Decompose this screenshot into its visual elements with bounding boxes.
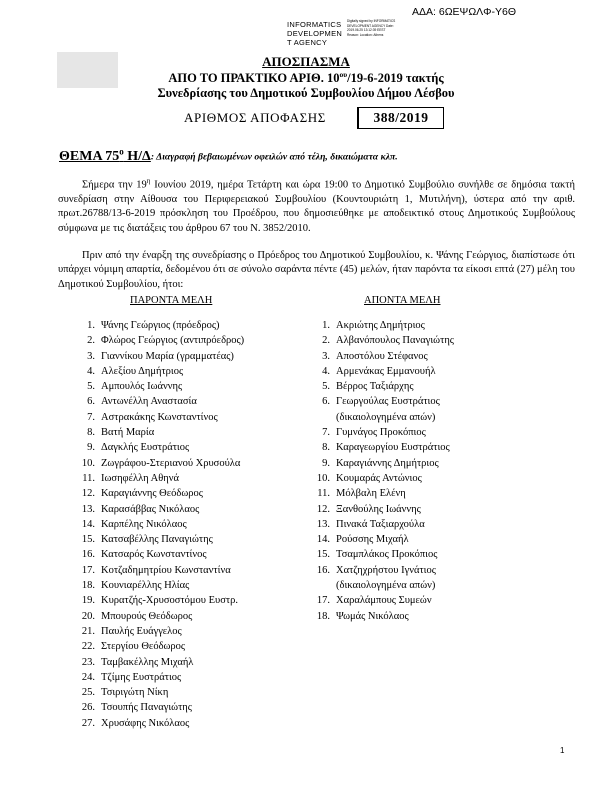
signature-stamp-name: INFORMATICS DEVELOPMEN T AGENCY [287, 20, 343, 47]
member-name: Τσουπής Παναγιώτης [101, 702, 192, 714]
member-item [79, 578, 244, 593]
member-number: 14. [81, 518, 95, 530]
member-name: Γεωργούλας Ευστράτιος [336, 396, 440, 408]
member-item [79, 624, 244, 639]
member-name: Καραγεωργίου Ευστράτιος [336, 442, 450, 454]
member-item [314, 333, 454, 348]
member-item [314, 593, 454, 608]
page-number: 1 [560, 746, 565, 755]
session-description: Συνεδρίασης του Δημοτικού Συμβουλίου Δήμου Λέσβου [157, 86, 455, 100]
member-number: 12. [316, 503, 330, 515]
member-number: 21. [81, 625, 95, 637]
member-name: Αμπουλός Ιωάννης [101, 381, 183, 393]
member-item [314, 349, 454, 364]
member-item [79, 532, 244, 547]
member-number: 10. [316, 472, 330, 484]
member-name: Γυμνάγος Προκόπιος [336, 427, 426, 439]
present-members-heading: ΠΑΡΟΝΤΑ ΜΕΛΗ [130, 295, 213, 306]
member-name: Αστρακάκης Κωνσταντίνος [101, 411, 218, 423]
member-item [79, 318, 244, 333]
member-number: 20. [81, 610, 95, 622]
member-name: Ρούσσης Μιχαήλ [336, 534, 409, 546]
member-item [79, 394, 244, 409]
member-number: 11. [317, 488, 330, 500]
subject-label: ΘΕΜΑ $75^o$ Η/Δ [59, 146, 151, 164]
member-number: 10. [81, 457, 95, 469]
ada-code: ΑΔΑ: 6ΩΕΨΩΛΦ-Υ6Θ [412, 6, 517, 18]
signature-stamp-details: Digitally signed by INFORMATICS DEVELOPMENT AGENCY Date: 2019.06.25 13:12:39 EEST Reason: Location: Athens [347, 19, 396, 37]
member-number: 25. [81, 687, 95, 699]
member-item [79, 685, 244, 700]
member-name: Αλεξίου Δημήτριος [101, 365, 184, 377]
member-name: Κοτζαδημητρίου Κωνσταντίνα [101, 564, 231, 576]
member-name: Βέρρος Ταξιάρχης [336, 381, 414, 393]
member-number: 23. [81, 656, 95, 668]
member-number: 11. [82, 472, 95, 484]
member-item [79, 349, 244, 364]
member-name: Ξανθούλης Ιωάννης [336, 503, 421, 515]
member-number: 22. [81, 641, 95, 653]
member-item [79, 700, 244, 715]
member-name: Ψάνης Γεώργιος (πρόεδρος) [101, 320, 220, 331]
member-number: 4. [322, 365, 330, 377]
member-name: Αντωνέλλη Αναστασία [101, 396, 197, 408]
member-name: Χρυσάφης Νικόλαος [101, 717, 190, 729]
member-note: (δικαιολογημένα απών) [336, 411, 436, 423]
decision-number-label: ΑΡΙΘΜΟΣ ΑΠΟΦΑΣΗΣ [184, 110, 326, 125]
member-name: Βατή Μαρία [101, 427, 155, 439]
document-title: ΑΠΟΣΠΑΣΜΑ [262, 54, 350, 69]
member-name: Καραγιάννης Θεόδωρος [101, 488, 203, 500]
member-item [79, 609, 244, 624]
member-number: 13. [81, 503, 95, 515]
member-item [79, 655, 244, 670]
member-item [79, 502, 244, 517]
member-name: Κατσαρός Κωνσταντίνος [101, 549, 207, 561]
member-item [79, 440, 244, 455]
member-number: 4. [87, 365, 95, 377]
member-number: 9. [87, 442, 95, 454]
member-item [314, 471, 454, 486]
member-item [314, 532, 454, 547]
member-item [314, 440, 454, 455]
member-name: Ταμβακέλλης Μιχαήλ [101, 656, 194, 668]
member-name: Ακριώτης Δημήτριος [336, 320, 425, 331]
member-item [314, 456, 454, 471]
member-number: 1. [87, 320, 95, 331]
member-number: 2. [322, 335, 330, 347]
member-item [79, 333, 244, 348]
member-name: Καρασάββας Νικόλαος [101, 503, 200, 515]
member-item [79, 639, 244, 654]
member-name: Μπουρούς Θεόδωρος [101, 610, 193, 622]
member-name: Τσαμπλάκος Προκόπιος [336, 549, 438, 561]
member-item [79, 471, 244, 486]
member-name: Αρμενάκας Εμμανουήλ [336, 365, 436, 377]
member-item [314, 364, 454, 379]
member-number: 2. [87, 335, 95, 347]
member-item [314, 379, 454, 394]
decision-number-box: 388/2019 [357, 107, 444, 129]
member-number: 5. [322, 381, 330, 393]
subject-line [59, 146, 398, 165]
member-item [79, 547, 244, 562]
member-name: Χαραλάμπους Συμεών [336, 595, 432, 607]
member-item [79, 563, 244, 578]
member-item [314, 547, 454, 562]
member-number: 18. [81, 580, 95, 592]
member-name: Ψωμάς Νικόλαος [336, 610, 409, 622]
member-name: Αποστόλου Στέφανος [336, 350, 428, 362]
member-name: Τζίμης Ευστράτιος [101, 671, 182, 683]
member-name: Γιαννίκου Μαρία (γραμματέας) [101, 350, 234, 362]
member-item [79, 670, 244, 685]
member-number: 5. [87, 381, 95, 393]
absent-members-heading: ΑΠΟΝΤΑ ΜΕΛΗ [364, 295, 441, 306]
member-name: Κουμαράς Αντώνιος [336, 472, 422, 484]
member-name: Φλώρος Γεώργιος (αντιπρόεδρος) [101, 335, 245, 347]
member-number: 15. [316, 549, 330, 561]
member-item [79, 425, 244, 440]
member-number: 17. [81, 564, 95, 576]
member-number: 7. [322, 427, 330, 439]
member-number: 3. [87, 350, 95, 362]
member-item [314, 517, 454, 532]
member-number: 12. [81, 488, 95, 500]
member-item [79, 593, 244, 608]
member-number: 27. [81, 717, 95, 729]
member-item [314, 486, 454, 501]
member-name: Κυρατζής-Χρυσοστόμου Ευστρ. [101, 595, 238, 607]
member-note: (δικαιολογημένα απών) [336, 580, 436, 592]
member-item [79, 410, 244, 425]
member-name: Μόλβαλη Ελένη [336, 488, 406, 500]
member-item [79, 486, 244, 501]
absent-members-list [314, 318, 454, 624]
member-name: Χατζηχρήστου Ιγνάτιος [336, 564, 436, 576]
member-name: Τσιριγώτη Νίκη [101, 687, 169, 699]
member-number: 15. [81, 534, 95, 546]
member-number: 6. [87, 396, 95, 408]
member-item [314, 425, 454, 440]
member-name: Αλβανόπουλος Παναγιώτης [336, 335, 454, 347]
member-name: Παυλής Ευάγγελος [101, 625, 182, 637]
member-name: Κουνιαρέλλης Ηλίας [101, 580, 190, 592]
member-item [314, 502, 454, 517]
member-number: 9. [322, 457, 330, 469]
member-item [79, 517, 244, 532]
member-number: 3. [322, 350, 330, 362]
member-number: 18. [316, 610, 330, 622]
member-item [314, 394, 454, 425]
member-number: 17. [316, 595, 330, 607]
subject-text: : Διαγραφή βεβαιωμένων οφειλών από τέλη, δικαιώματα κλπ. [150, 151, 398, 163]
member-name: Δαγκλής Ευστράτιος [101, 442, 190, 454]
member-name: Ζωγράφου-Στεριανού Χρυσούλα [101, 457, 241, 469]
member-number: 13. [316, 518, 330, 530]
member-name: Πινακά Ταξιαρχούλα [336, 518, 425, 530]
member-number: 16. [81, 549, 95, 561]
member-item [79, 379, 244, 394]
minutes-reference: ΑΠΟ ΤΟ ΠΡΑΚΤΙΚΟ ΑΡΙΘ. $10^{o\upsilon}/19-6-2019$ τακτής [168, 70, 444, 86]
member-name: Ιωσηφέλλη Αθηνά [101, 472, 180, 484]
member-number: 8. [87, 427, 95, 439]
member-number: 1. [322, 320, 330, 331]
session-paragraph: Σήμερα την $19^\eta$ Ιουνίου 2019, ημέρα Τετάρτη και ώρα 19:00 το Δημοτικό Συμβούλιο συνήλθε σε δημόσια τακτή συνεδρίαση στην Αίθουσα του Περιφερειακού Συμβουλίου (Κουντουριώτη 1, Μυτιλήνη), ύστερα από την αριθ. πρωτ.26788/13-6-2019 πρόσκληση του Προέδρου, που δημοσιεύθηκε με αποδεικτικό στους Δημοτικούς Συμβούλους σύμφωνα με τις διατάξεις του άρθρου 67 του Ν. 3852/2010. [58, 177, 575, 234]
member-item [79, 456, 244, 471]
quorum-paragraph: Πριν από την έναρξη της συνεδρίασης ο Πρόεδρος του Δημοτικού Συμβουλίου, κ. Ψάνης Γεώργιος, διαπίστωσε ότι υπάρχει νόμιμη απαρτία, δεδομένου ότι σε σύνολο σαράντα πέντε (45) μελών, ήταν παρόντα τα είκοσι επτά (27) μέλη του Δημοτικού Συμβουλίου, ήτοι: [58, 250, 575, 290]
member-number: 7. [87, 411, 95, 423]
member-name: Κατσαβέλλης Παναγιώτης [101, 534, 213, 546]
member-number: 8. [322, 442, 330, 454]
present-members-list [79, 318, 244, 731]
member-number: 19. [81, 595, 95, 607]
member-number: 16. [316, 564, 330, 576]
member-number: 26. [81, 702, 95, 714]
member-name: Καρπέλης Νικόλαος [101, 518, 187, 530]
member-item [314, 609, 454, 624]
member-name: Στεργίου Θεόδωρος [101, 641, 186, 653]
member-item [314, 563, 454, 594]
member-name: Καραγιάννης Δημήτριος [336, 457, 439, 469]
member-number: 14. [316, 534, 330, 546]
member-number: 24. [81, 671, 95, 683]
member-number: 6. [322, 396, 330, 408]
member-item [79, 364, 244, 379]
member-item [79, 716, 244, 731]
member-item [314, 318, 454, 333]
